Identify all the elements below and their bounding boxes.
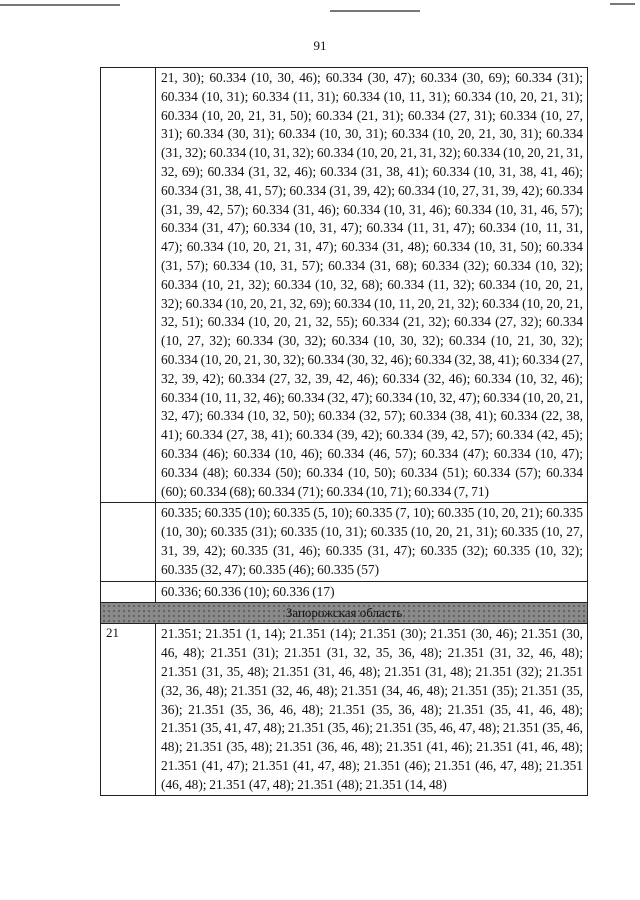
row-number-cell: [101, 581, 156, 603]
row-number-cell: [101, 68, 156, 503]
row-number-cell: [101, 503, 156, 581]
table-row: [101, 624, 588, 796]
scan-artifact-top: [0, 0, 640, 16]
table-row: [101, 503, 588, 581]
document-table: [100, 67, 588, 796]
table-row: [101, 581, 588, 603]
scan-smudge-corner: [610, 3, 635, 5]
region-header: Запорожская область: [101, 603, 588, 624]
table-row: [101, 68, 588, 503]
page-number: 91: [313, 38, 327, 53]
scan-smudge-left: [0, 4, 120, 6]
row-number-cell: 21: [101, 624, 156, 796]
row-content-cell: 21.351; 21.351 (1, 14); 21.351 (14); 21.351 (30); 21.351 (30, 46); 21.351 (30, 46, 48); 21.351 (31); 21.351 (31, 32, 35, 36, 48); 21.351 (31, 32, 46, 48); 21.351 (31, 35, 48); 21.351 (31, 46, 48); 21.351 (31, 48); 21.351 (32); 21.351 (32, 36, 48); 21.351 (32, 46, 48); 21.351 (34, 46, 48); 21.351 (35); 21.351 (35, 36); 21.351 (35, 36, 46, 48); 21.351 (35, 36, 48); 21.351 (35, 41, 46, 48); 21.351 (35, 41, 47, 48); 21.351 (35, 46); 21.351 (35, 46, 47, 48); 21.351 (35, 46, 48); 21.351 (35, 48); 21.351 (36, 46, 48); 21.351 (41, 46); 21.351 (41, 46, 48); 21.351 (41, 47); 21.351 (41, 47, 48); 21.351 (46); 21.351 (46, 47, 48); 21.351 (46, 48); 21.351 (47, 48); 21.351 (48); 21.351 (14, 48): [156, 624, 588, 796]
region-header-row: [101, 603, 588, 624]
scan-smudge-right: [330, 10, 420, 12]
row-content-cell: 60.336; 60.336 (10); 60.336 (17): [156, 581, 588, 603]
row-content-cell: 60.335; 60.335 (10); 60.335 (5, 10); 60.335 (7, 10); 60.335 (10, 20, 21); 60.335 (10, 30); 60.335 (31); 60.335 (10, 31); 60.335 (10, 20, 21, 31); 60.335 (10, 27, 31, 39, 42); 60.335 (31, 46); 60.335 (31, 47); 60.335 (32); 60.335 (10, 32); 60.335 (32, 47); 60.335 (46); 60.335 (57): [156, 503, 588, 581]
row-content-cell: 21, 30); 60.334 (10, 30, 46); 60.334 (30, 47); 60.334 (30, 69); 60.334 (31); 60.334 (10, 31); 60.334 (11, 31); 60.334 (10, 11, 31); 60.334 (10, 20, 21, 31); 60.334 (10, 20, 21, 31, 50); 60.334 (21, 31); 60.334 (27, 31); 60.334 (10, 27, 31); 60.334 (30, 31); 60.334 (10, 30, 31); 60.334 (10, 20, 21, 30, 31); 60.334 (31, 32); 60.334 (10, 31, 32); 60.334 (10, 20, 21, 31, 32); 60.334 (10, 20, 21, 31, 32, 69); 60.334 (31, 32, 46); 60.334 (31, 38, 41); 60.334 (10, 31, 38, 41, 46); 60.334 (31, 38, 41, 57); 60.334 (31, 39, 42); 60.334 (10, 27, 31, 39, 42); 60.334 (31, 39, 42, 57); 60.334 (31, 46); 60.334 (10, 31, 46); 60.334 (10, 31, 46, 57); 60.334 (31, 47); 60.334 (10, 31, 47); 60.334 (11, 31, 47); 60.334 (10, 11, 31, 47); 60.334 (10, 20, 21, 31, 47); 60.334 (31, 48); 60.334 (10, 31, 50); 60.334 (31, 57); 60.334 (10, 31, 57); 60.334 (31, 68); 60.334 (32); 60.334 (10, 32); 60.334 (10, 21, 32); 60.334 (10, 32, 68); 60.334 (11, 32); 60.334 (10, 20, 21, 32); 60.334 (10, 20, 21, 32, 69); 60.334 (10, 11, 20, 21, 32); 60.334 (10, 20, 21, 32, 51); 60.334 (10, 20, 21, 32, 55); 60.334 (21, 32); 60.334 (27, 32); 60.334 (10, 27, 32); 60.334 (30, 32); 60.334 (10, 30, 32); 60.334 (10, 21, 30, 32); 60.334 (10, 20, 21, 30, 32); 60.334 (30, 32, 46); 60.334 (32, 38, 41); 60.334 (27, 32, 39, 42); 60.334 (27, 32, 39, 42, 46); 60.334 (32, 46); 60.334 (10, 32, 46); 60.334 (10, 11, 32, 46); 60.334 (32, 47); 60.334 (10, 32, 47); 60.334 (10, 20, 21, 32, 47); 60.334 (10, 32, 50); 60.334 (32, 57); 60.334 (38, 41); 60.334 (22, 38, 41); 60.334 (27, 38, 41); 60.334 (39, 42); 60.334 (39, 42, 57); 60.334 (42, 45); 60.334 (46); 60.334 (10, 46); 60.334 (46, 57); 60.334 (47); 60.334 (10, 47); 60.334 (48); 60.334 (50); 60.334 (10, 50); 60.334 (51); 60.334 (57); 60.334 (60); 60.334 (68); 60.334 (71); 60.334 (10, 71); 60.334 (7, 71): [156, 68, 588, 503]
